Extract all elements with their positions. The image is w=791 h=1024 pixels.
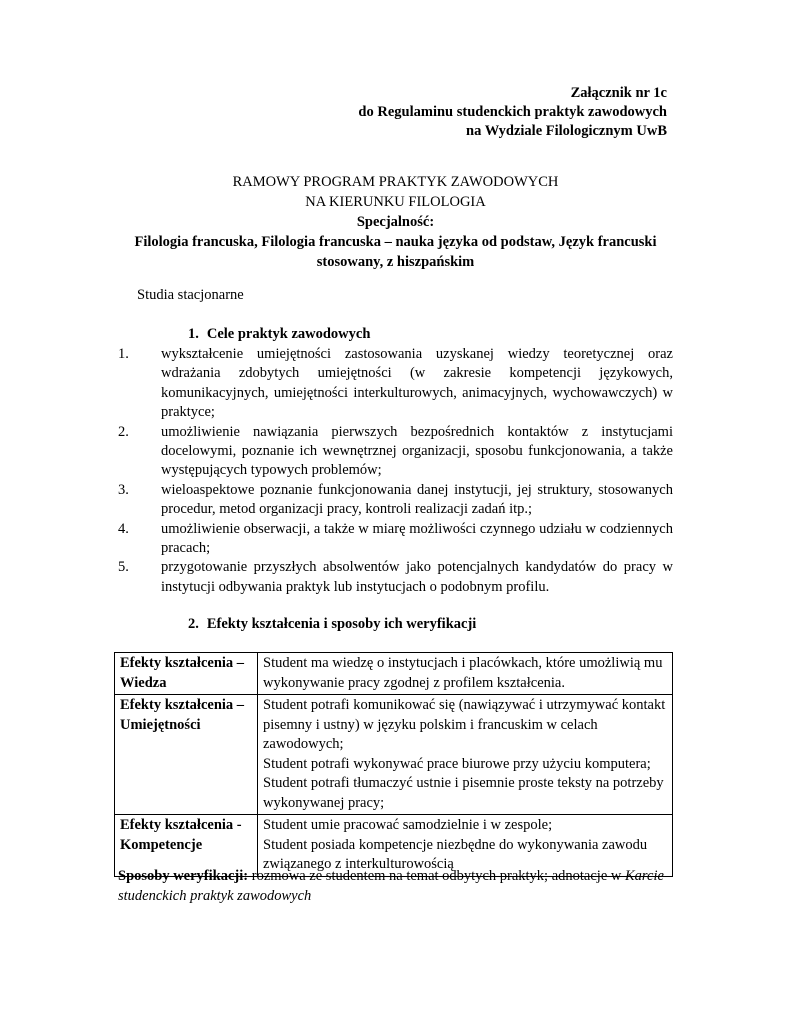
annex-header (358, 84, 667, 141)
section-2-heading (188, 616, 476, 633)
annex-line-2: do Regulaminu studenckich praktyk zawodowych (358, 104, 667, 120)
list-item-text: umożliwienie obserwacji, a także w miarę możliwości czynnego udziału w codziennych pracach; (161, 520, 673, 557)
study-mode: Studia stacjonarne (137, 287, 244, 303)
section-2-title: Efekty kształcenia i sposoby ich weryfikacji (206, 616, 477, 632)
list-item-number: 5. (118, 559, 129, 576)
table-row-line: Student umie pracować samodzielnie i w zespole; (263, 817, 553, 833)
table-row (115, 695, 673, 815)
table-row-label: Efekty kształcenia – Wiedza (115, 653, 258, 695)
verification-italic: Karcie studenckich praktyk zawodowych (118, 868, 664, 904)
list-item-text: wykształcenie umiejętności zastosowania uzyskanej wiedzy teoretycznej oraz wdrażania zdobytych umiejętności (w zakresie kompetencji językowych, komunikacyjnych, umiejętności interkulturowych, animacyjnych, wychowawczych) w praktyce; (161, 346, 673, 421)
list-item-number: 3. (118, 481, 129, 498)
table-row-label: Efekty kształcenia - Kompetencje (115, 815, 258, 877)
specialty-line-1: Filologia francuska, Filologia francuska – nauka języka od podstaw, Język francuski (134, 234, 657, 250)
table-row-line: Student posiada kompetencje niezbędne do wykonywania zawodu związanego z interkulturowością (263, 836, 648, 872)
learning-outcomes-table (114, 652, 673, 877)
title-line-1: RAMOWY PROGRAM PRAKTYK ZAWODOWYCH (232, 174, 559, 190)
table-row-line: Student potrafi wykonywać prace biurowe przy użyciu komputera; (263, 755, 651, 772)
section-1-number: 1. (188, 326, 199, 342)
list-item (118, 345, 673, 423)
list-item-number: 1. (118, 346, 129, 362)
section-1-heading (188, 326, 370, 343)
annex-line-3: na Wydziale Filologicznym UwB (466, 123, 667, 139)
specialty-label: Specjalność: (356, 214, 435, 230)
verification-text: rozmowa ze studentem na temat odbytych praktyk; adnotacje w (248, 868, 625, 884)
verification-label: Sposoby weryfikacji: (118, 868, 249, 884)
section-2-number: 2. (188, 616, 199, 632)
goals-list (118, 345, 673, 597)
table-row-description (258, 695, 673, 815)
section-1-title: Cele praktyk zawodowych (206, 326, 371, 342)
table-row-label: Efekty kształcenia – Umiejętności (115, 695, 258, 815)
list-item (118, 558, 673, 597)
list-item-number: 4. (118, 520, 129, 537)
specialty-line-2: stosowany, z hiszpańskim (316, 254, 475, 270)
list-item (118, 481, 673, 520)
table-row-description (258, 653, 673, 695)
list-item (118, 423, 673, 481)
list-item-text: przygotowanie przyszłych absolwentów jako potencjalnych kandydatów do pracy w instytucji odbywania praktyk lub instytucjach o podobnym profilu. (161, 559, 673, 595)
verification-methods (118, 866, 678, 906)
table-row-line: Student potrafi komunikować się (nawiązywać i utrzymywać kontakt pisemny i ustny) w języku polskim i francuskim w celach zawodowych; (263, 697, 666, 752)
list-item-text: wieloaspektowe poznanie funkcjonowania danej instytucji, jej struktury, stosowanych procedur, metod organizacji pracy, kontroli realizacji zadań itp.; (161, 481, 673, 518)
document-title (118, 172, 673, 272)
table-row-line: Student potrafi tłumaczyć ustnie i pisemnie proste teksty na potrzeby wykonywanej pracy; (263, 775, 664, 811)
list-item (118, 520, 673, 559)
table-row (115, 653, 673, 695)
list-item-text: umożliwienie nawiązania pierwszych bezpośrednich kontaktów z instytucjami docelowymi, poznanie ich wewnętrznej organizacji, sposobu funkcjonowania, a także występujących typowych problemów; (161, 423, 673, 479)
list-item-number: 2. (118, 423, 129, 440)
annex-line-1: Załącznik nr 1c (570, 85, 667, 101)
table-row-line: Student ma wiedzę o instytucjach i placówkach, które umożliwią mu wykonywanie pracy zgodnej z profilem kształcenia. (263, 655, 663, 691)
title-line-2: NA KIERUNKU FILOLOGIA (305, 194, 486, 210)
